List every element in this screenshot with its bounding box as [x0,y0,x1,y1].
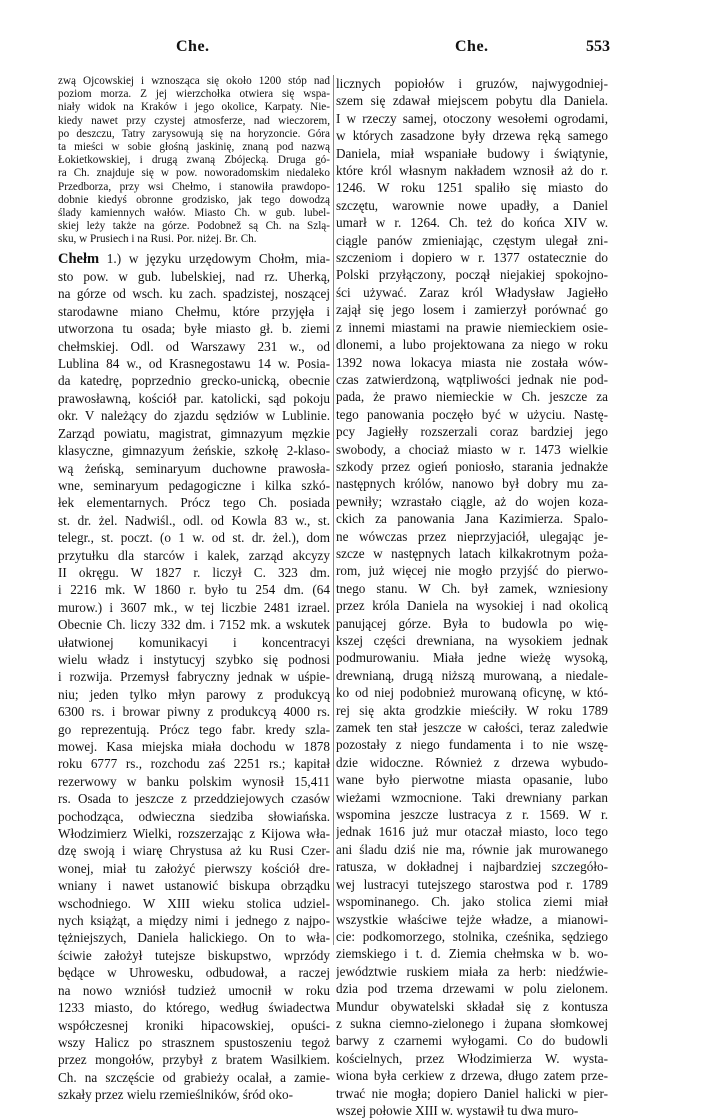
text-line: przez mongołów, przybył z bratem Wasilkiem. [58,1052,330,1068]
text-line: chełmskiej. Odl. od Warszawy 231 w., od [58,338,330,354]
text-line: wane było pierwotne miasta opasanie, lubo [336,772,608,788]
text-line: jednak 1616 już mur otaczał miasto, loco tego [336,824,608,840]
text-line: ułatwionej komunikacyi i koncentracyi [58,634,330,650]
left-column [58,75,330,1104]
text-line: wiona była cerkiew z drzewa, długo zatem prze- [336,1068,608,1084]
text-line: ziemskiego i t. d. Ziemia chełmska w b. wo- [336,946,608,962]
text-line: wszej połowie XIII w. wystawił tu dwa muro- [336,1102,579,1118]
text-line: podmurowaniu. Miała jedne wieżę wysoką, [336,650,608,666]
text-line: wieżami wzmocnione. Taki drewniany parkan [336,789,608,805]
text-line: Łokietkowskiej, i drugą zwaną Zbójecką. Druga gó- [58,154,330,167]
text-line: ani śladu dziś nie ma, równie jak murowanego [336,841,608,857]
text-line: trwać nie mogła; dopiero Daniel halicki w pier- [336,1085,608,1101]
text-line: szkody przez ogień poniosło, starania jednakże [336,458,608,474]
text-line: sku, w Prusiech i na Rusi. Por. niżej. Br. Ch. [58,233,257,246]
text-line: wszystkie właściwe tejże władze, a mianowi- [336,911,608,927]
text-line: ciągle panów zmieniając, częstym ulegał zni- [336,232,608,248]
entry-number: 1.) [99,250,129,266]
text-line: wne, seminaryum pedagogiczne i kilka szkó- [58,477,330,493]
text-line: roku 6777 rs., rozchodu zaś 2251 rs.; kapitał [58,756,330,772]
text-line: na górze od wsch. ku zach. spadzistej, noszącej [58,286,330,302]
right-column [336,75,608,1119]
text-line: murow.) i 3607 mk., w tej liczbie 2481 izrael. [58,599,330,615]
text-line: kościelnych, przez Włodzimierza W. wysta- [336,1050,608,1066]
text-line: ko od niej podobnież murowaną oficynę, w któ- [336,685,608,701]
text-line: I w rzeczy samej, otoczony wesołemi ogrodami, [336,110,608,126]
text-line: II okręgu. W 1827 r. liczył C. 323 dm. [58,564,330,580]
text-line: i 2216 mk. W 1860 r. było tu 254 dm. (64 [58,582,330,598]
text-line: Ch. na szczęście od grabieży ocalał, a zamie- [58,1069,330,1085]
text-line: ta mieści w sobie głośną jaskinię, znaną pod nazwą [58,141,330,154]
text-line: dzia pod trzema drzewami w polu zielonem. [336,981,608,997]
text-line: rom, już więcej nie mogło przyjść do pierwo- [336,563,608,579]
text-line: na nowo wzniósł tudzież umocnił w roku [58,982,330,998]
text-line: przez króla Daniela na wysokiej i nad okolicą [336,598,608,614]
text-line: z sukna ciemno-zielonego i żupana słomkowej [336,1015,608,1031]
text-line: czas zatwierdzoną, wątpliwości jednak nie pod- [336,371,608,387]
text-line: Lublina 84 w., od Krasnegostawu 14 w. Posia- [58,356,330,372]
column-divider [333,75,334,945]
text-line: tnego stanu. W Ch. był zamek, wzniesiony [336,580,608,596]
text-line: niu; jeden tylko młyn parowy z produkcyą [58,686,330,702]
entry-headword: Chełm [58,250,100,267]
text-line: 1233 miasto, do którego, według świadectwa [58,1000,330,1016]
text-line: współczesnej kroniki hipacowskiej, opuści- [58,1017,330,1033]
header-center-word: Che. [455,38,489,55]
text-line: umarł w r. 1264. Ch. też do końca XIV w. [336,215,608,231]
text-line: wniany i nawet ustanowić biskupa obrządku [58,878,330,894]
text-line: dzę swoją i wiarę Chrystusa aż ku Rusi Czer- [58,843,330,859]
text-line: tężniejszych, Daniela halickiego. On to wła- [58,930,330,946]
text-line: dzie widoczne. Również z drzewa wybudo- [336,754,608,770]
text-line: rej się akta grodzkie mieściły. W roku 1789 [336,702,608,718]
text-line: poziom morza. Z jej wierzchołka otwiera się wspa- [58,88,330,101]
text-line: wonej, miał tu założyć pierwszy kościół dre- [58,860,330,876]
text-line: pada, że prawo niemieckie w Ch. jeszcze za [336,389,608,405]
text-line: które król własnym nakładem wznosił aż do r. [336,163,608,179]
text-line: da katedrę, poprzednio grecko-unicką, obecnie [58,373,330,389]
text-line: w których zasadzone były drzewa ręką samego [336,128,608,144]
header-left-word: Che. [176,38,210,55]
text-line: barwy z czarnemi wyłogami. Co do budowli [336,1033,608,1049]
text-line: sto pow. w gub. lubelskiej, nad rz. Uherką, [58,269,330,285]
text-line: wschodniego. W XIII wieku stolica udziel- [58,895,330,911]
text-line: ckich za panowania Jana Kazimierza. Spalo- [336,511,608,527]
text-line: wej lustracyi tutejszego starostwa pod r. 1789 [336,876,608,892]
text-line: niały widok na Kraków i jego okolice, Karpaty. Nie- [58,101,330,114]
text-line: ści używać. Zaraz król Władysław Jagiełło [336,284,608,300]
text-line: będące w Uhrowesku, odbudował, a raczej [58,965,330,981]
text-line: ratusza, w dokładnej i najbardziej szczegóło- [336,859,608,875]
text-line: wspomina jeszcze lustracya z r. 1569. W r. [336,807,608,823]
text-line: licznych popiołów i gruzów, najwygodniej- [336,76,608,91]
text-line: pozostały z niego fundamenta i to nie wszę- [336,737,608,753]
text-line: okr. V należący do zjazdu sędziów w Lublinie. [58,408,330,424]
text-line: Zarząd powiatu, magistrat, gimnazyum męzkie [58,425,330,441]
text-line: Mundur obywatelski składał się z kontusza [336,998,608,1014]
text-line: telegr., st. poczt. (o 1 w. od st. dr. żel.), dom [58,530,330,546]
text-line: po deszczu, Tatry zarysowują się na horyzoncie. Góra [58,127,330,140]
text-line: łek elementarnych. Prócz tego Ch. posiada [58,495,330,511]
entry-first-line: w języku urzędowym Chołm, mia- [128,250,330,266]
text-line: zwą Ojcowskiej i wznosząca się około 1200 stóp nad [58,75,330,87]
page-number: 553 [586,38,610,55]
text-line: zamek ten stał jeszcze w całości, teraz zaledwie [336,720,608,736]
text-line: swobody, a chociaż miasto w r. 1473 wielkie [336,441,608,457]
entry-chelm [58,250,330,1104]
text-line: przytułku dla starców i kalek, zarząd akcyzy [58,547,330,563]
text-line: Obecnie Ch. liczy 332 dm. i 7152 mk. a wskutek [58,617,330,633]
text-line: szczeniom i dopiero w r. 1377 ostatecznie do [336,250,608,266]
text-line: dobnie kiedyś obronne grodzisko, jak tego dowodzą [58,193,330,206]
text-line: i rozwija. Przemysł fabryczny jednak w uśpie- [58,669,330,685]
text-line [58,250,330,268]
text-line: 1392 nowa lokacya miasta nie została wów- [336,354,608,370]
text-line: szkały przez wielu rzemieślników, śród oko- [58,1087,293,1103]
text-line: szcze w następnych latach kilkakrotnym poża- [336,545,608,561]
text-line: nych książąt, a między nimi i jednego z najpo- [58,913,330,929]
text-line: pewniły; wzrastało ciągle, aż do wojen koza- [336,493,608,509]
running-header [0,38,720,58]
text-line: prawosławną, kościół par. katolicki, sąd pokoju [58,390,330,406]
text-line: go reprezentują. Prócz tego fabr. kredy szla- [58,721,330,737]
text-line: Włodzimierz Wielki, rozszerzając z Kijowa wła- [58,826,330,842]
text-line: wielu władz i instytucyj szybko się podnosi [58,651,330,667]
previous-entry-continuation [58,75,330,247]
text-line: starodawne miano Chełmu, które przyjęła i [58,303,330,319]
text-line: rezerwowy w banku polskim wynosił 15,411 [58,773,330,789]
text-line: cie: podkomorzego, stolnika, cześnika, sędziego [336,928,608,944]
text-line: drewnianą, drugą niższą murowaną, a niedale- [336,667,608,683]
text-line: wszy Halicz po strasznem spustoszeniu tegoż [58,1034,330,1050]
text-line: kszej części drewniana, na wysokiem jednak [336,633,608,648]
text-line: następnych królów, nanowo był dobry mu za- [336,476,608,492]
text-line: wspominanego. Ch. jako stolica ziemi miał [336,894,608,910]
text-line: panującej górze. Była to budowla po wię- [336,615,608,631]
text-line: wą żeńską, seminaryum duchowne prawosła- [58,460,330,476]
text-line: Daniela, miał wspaniałe budowy i świątynie, [336,145,608,161]
text-line: zajął się jego losem i zamierzył porównać go [336,302,608,318]
text-line: kiedy nawet przy czystej atmosferze, nad wieczorem, [58,114,330,127]
text-line: ślady kamiennych wałów. Miasto Ch. w gub. lubel- [58,207,330,220]
text-line: utworzona tu osada; byłe miasto gł. b. ziemi [58,321,330,337]
text-line: 6300 rs. i browar piwny z produkcyą 4000 rs. [58,704,330,720]
text-line: Polski przyłączony, począł niejakiej spokojno- [336,267,608,283]
text-line: 1246. W roku 1251 spaliło się miasto do [336,180,608,196]
text-line: pochodząca, odwieczna siedziba słowiańska. [58,808,330,824]
text-line: st. dr. żel. Nadwiśl., odl. od Kowla 83 w., st. [58,512,330,528]
text-line: rs. Osada to jeszcze z przeddziejowych czasów [58,791,330,807]
text-line: szem się zdawał miejscem pobytu dla Daniela. [336,93,608,109]
text-line: klasyczne, gimnazyum żeńskie, szkołę 2-klaso- [58,443,330,459]
text-line: ne wówczas przez nieprzyjaciół, ulegając je- [336,528,608,544]
text-line: mowej. Kasa miejska miała dochodu w 1878 [58,739,330,755]
text-line: szczętu, warownie nowe upadły, a Daniel [336,197,608,213]
text-line: Przedborza, przy wsi Chełmo, i stanowiła prawdopo- [58,180,330,193]
text-line: ra Ch. znajduje się w pow. noworadomskim niedaleko [58,167,330,180]
text-line: tego panowania poczęło być w użyciu. Nastę- [336,406,608,422]
text-line: pcy Jagiełły rozszerzali coraz bardziej jego [336,424,608,440]
text-line: skiej leży także na górze. Podobnež są Ch. na Szlą- [58,220,330,233]
text-line: z innemi miastami na prawie niemieckiem osie- [336,319,608,335]
text-line: jewództwie ruskiem miała za herb: niedźwie- [336,963,608,979]
text-line: ściwie założył tutejsze biskupstwo, wprzódy [58,947,330,963]
text-line: dlonemi, a lubo projektowana za niego w roku [336,337,608,353]
